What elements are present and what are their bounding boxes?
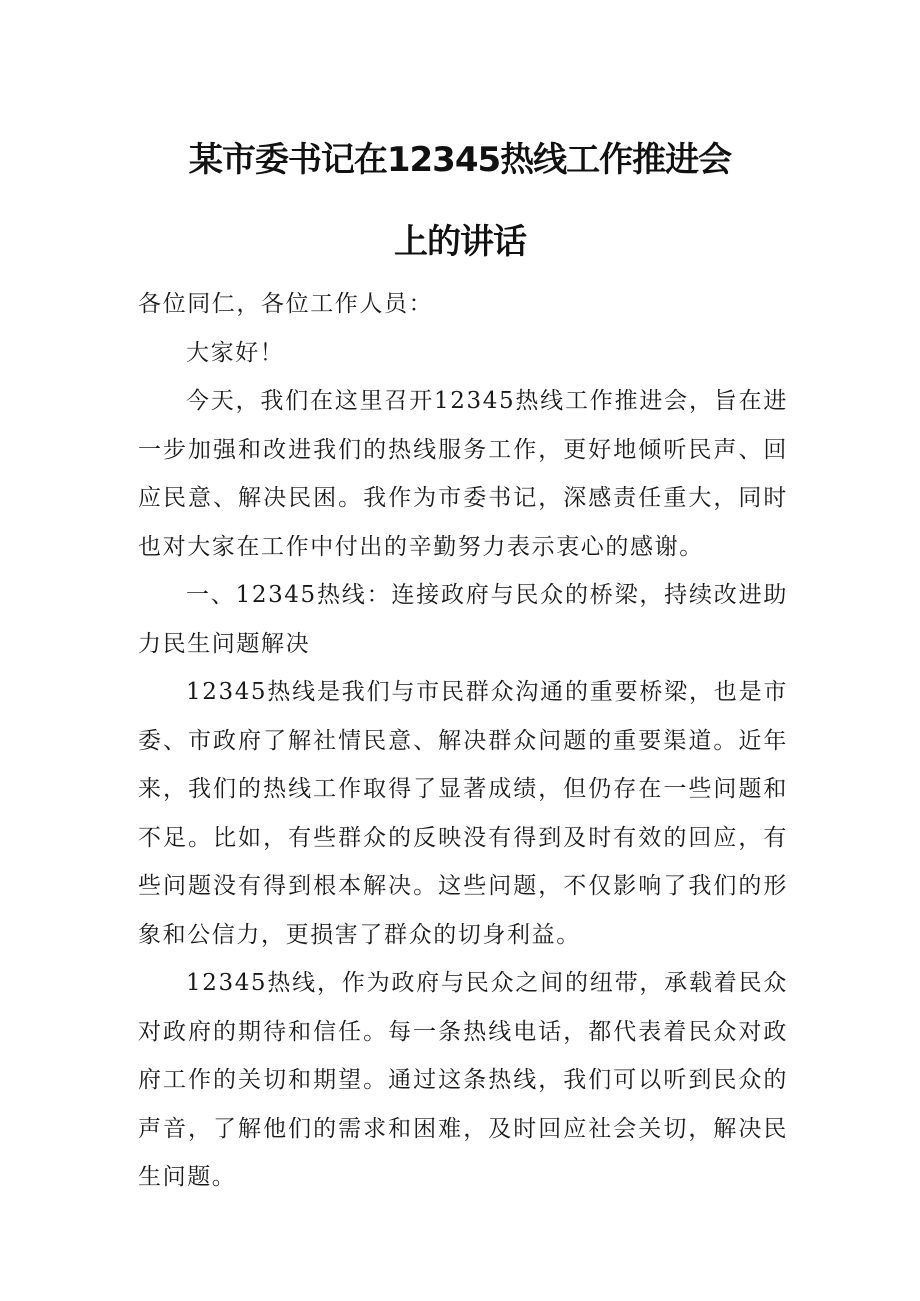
document-title-line-1: 某市委书记在12345热线工作推进会 [188, 140, 732, 180]
section-heading-1: 一、12345热线：连接政府与民众的桥梁，持续改进助力民生问题解决 [138, 582, 788, 657]
greeting: 各位同仁，各位工作人员： [138, 291, 434, 317]
paragraph-link: 12345热线，作为政府与民众之间的纽带，承载着民众对政府的期待和信任。每一条热线电话，都代表着民众对政府工作的关切和期望。通过这条热线，我们可以听到民众的声音，了解他们的需求和困难，及时回应社会关切，解决民生问题。 [138, 970, 788, 1190]
document-body [138, 280, 788, 1202]
paragraph-intro: 今天，我们在这里召开12345热线工作推进会，旨在进一步加强和改进我们的热线服务工作，更好地倾听民声、回应民意、解决民困。我作为市委书记，深感责任重大，同时也对大家在工作中付出的辛勤努力表示衷心的感谢。 [138, 388, 788, 560]
hello-line: 大家好！ [186, 339, 285, 366]
paragraph-bridge: 12345热线是我们与市民群众沟通的重要桥梁，也是市委、市政府了解社情民意、解决群众问题的重要渠道。近年来，我们的热线工作取得了显著成绩，但仍存在一些问题和不足。比如，有些群众的反映没有得到及时有效的回应，有些问题没有得到根本解决。这些问题，不仅影响了我们的形象和公信力，更损害了群众的切身利益。 [138, 679, 788, 948]
document-title-line-2: 上的讲话 [394, 222, 526, 262]
